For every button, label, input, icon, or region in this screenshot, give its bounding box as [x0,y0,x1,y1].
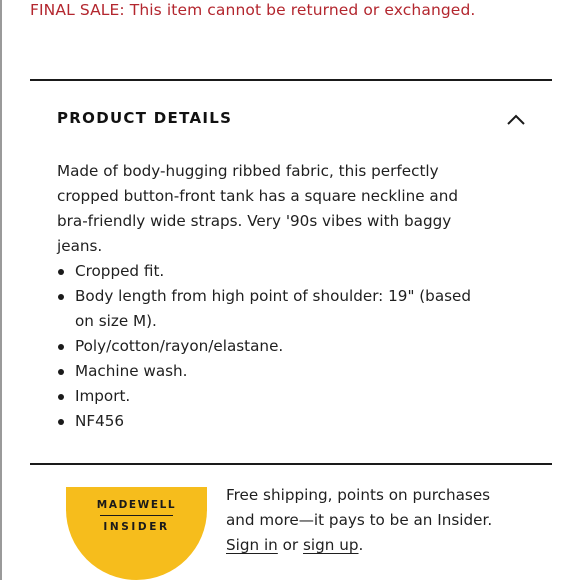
product-details-header[interactable] [57,109,527,131]
list-item: NF456 [57,409,517,434]
chevron-up-icon[interactable] [505,111,527,127]
description-line: Made of body-hugging ribbed fabric, this perfectly [57,162,439,180]
or-text: or [277,536,304,554]
bullet-dot-icon [58,394,64,400]
product-details-title: PRODUCT DETAILS [57,109,233,127]
product-description [57,159,517,434]
section-divider-bottom [30,463,552,465]
sign-in-link[interactable]: Sign in [226,536,278,554]
promo-line: Free shipping, points on purchases [226,486,491,504]
description-paragraph [57,159,517,259]
list-item: Poly/cotton/rayon/elastane. [57,334,517,359]
list-item: Machine wash. [57,359,517,384]
final-sale-notice: FINAL SALE: This item cannot be returned or exchanged. [30,1,476,19]
description-line: jeans. [57,237,103,255]
badge-brand-text: MADEWELL [96,499,177,511]
list-item: Import. [57,384,517,409]
list-item: Body length from high point of shoulder: 19" (based on size M). [57,284,517,334]
bullet-dot-icon [58,419,64,425]
bullet-dot-icon [58,294,64,300]
bullet-dot-icon [58,269,64,275]
description-line: cropped button-front tank has a square neckline and [57,187,458,205]
badge-rule [100,515,173,516]
details-bullet-list [57,259,517,434]
promo-period: . [358,536,364,554]
bullet-dot-icon [58,369,64,375]
madewell-insider-badge [66,487,207,580]
sign-up-link[interactable]: sign up [303,536,359,554]
promo-line: and more—it pays to be an Insider. [226,511,493,529]
bullet-dot-icon [58,344,64,350]
insider-promo [226,483,546,558]
list-item: Cropped fit. [57,259,517,284]
left-edge-rule [0,0,2,580]
section-divider-top [30,79,552,81]
badge-program-text: INSIDER [103,521,170,533]
description-line: bra-friendly wide straps. Very '90s vibes with baggy [57,212,452,230]
